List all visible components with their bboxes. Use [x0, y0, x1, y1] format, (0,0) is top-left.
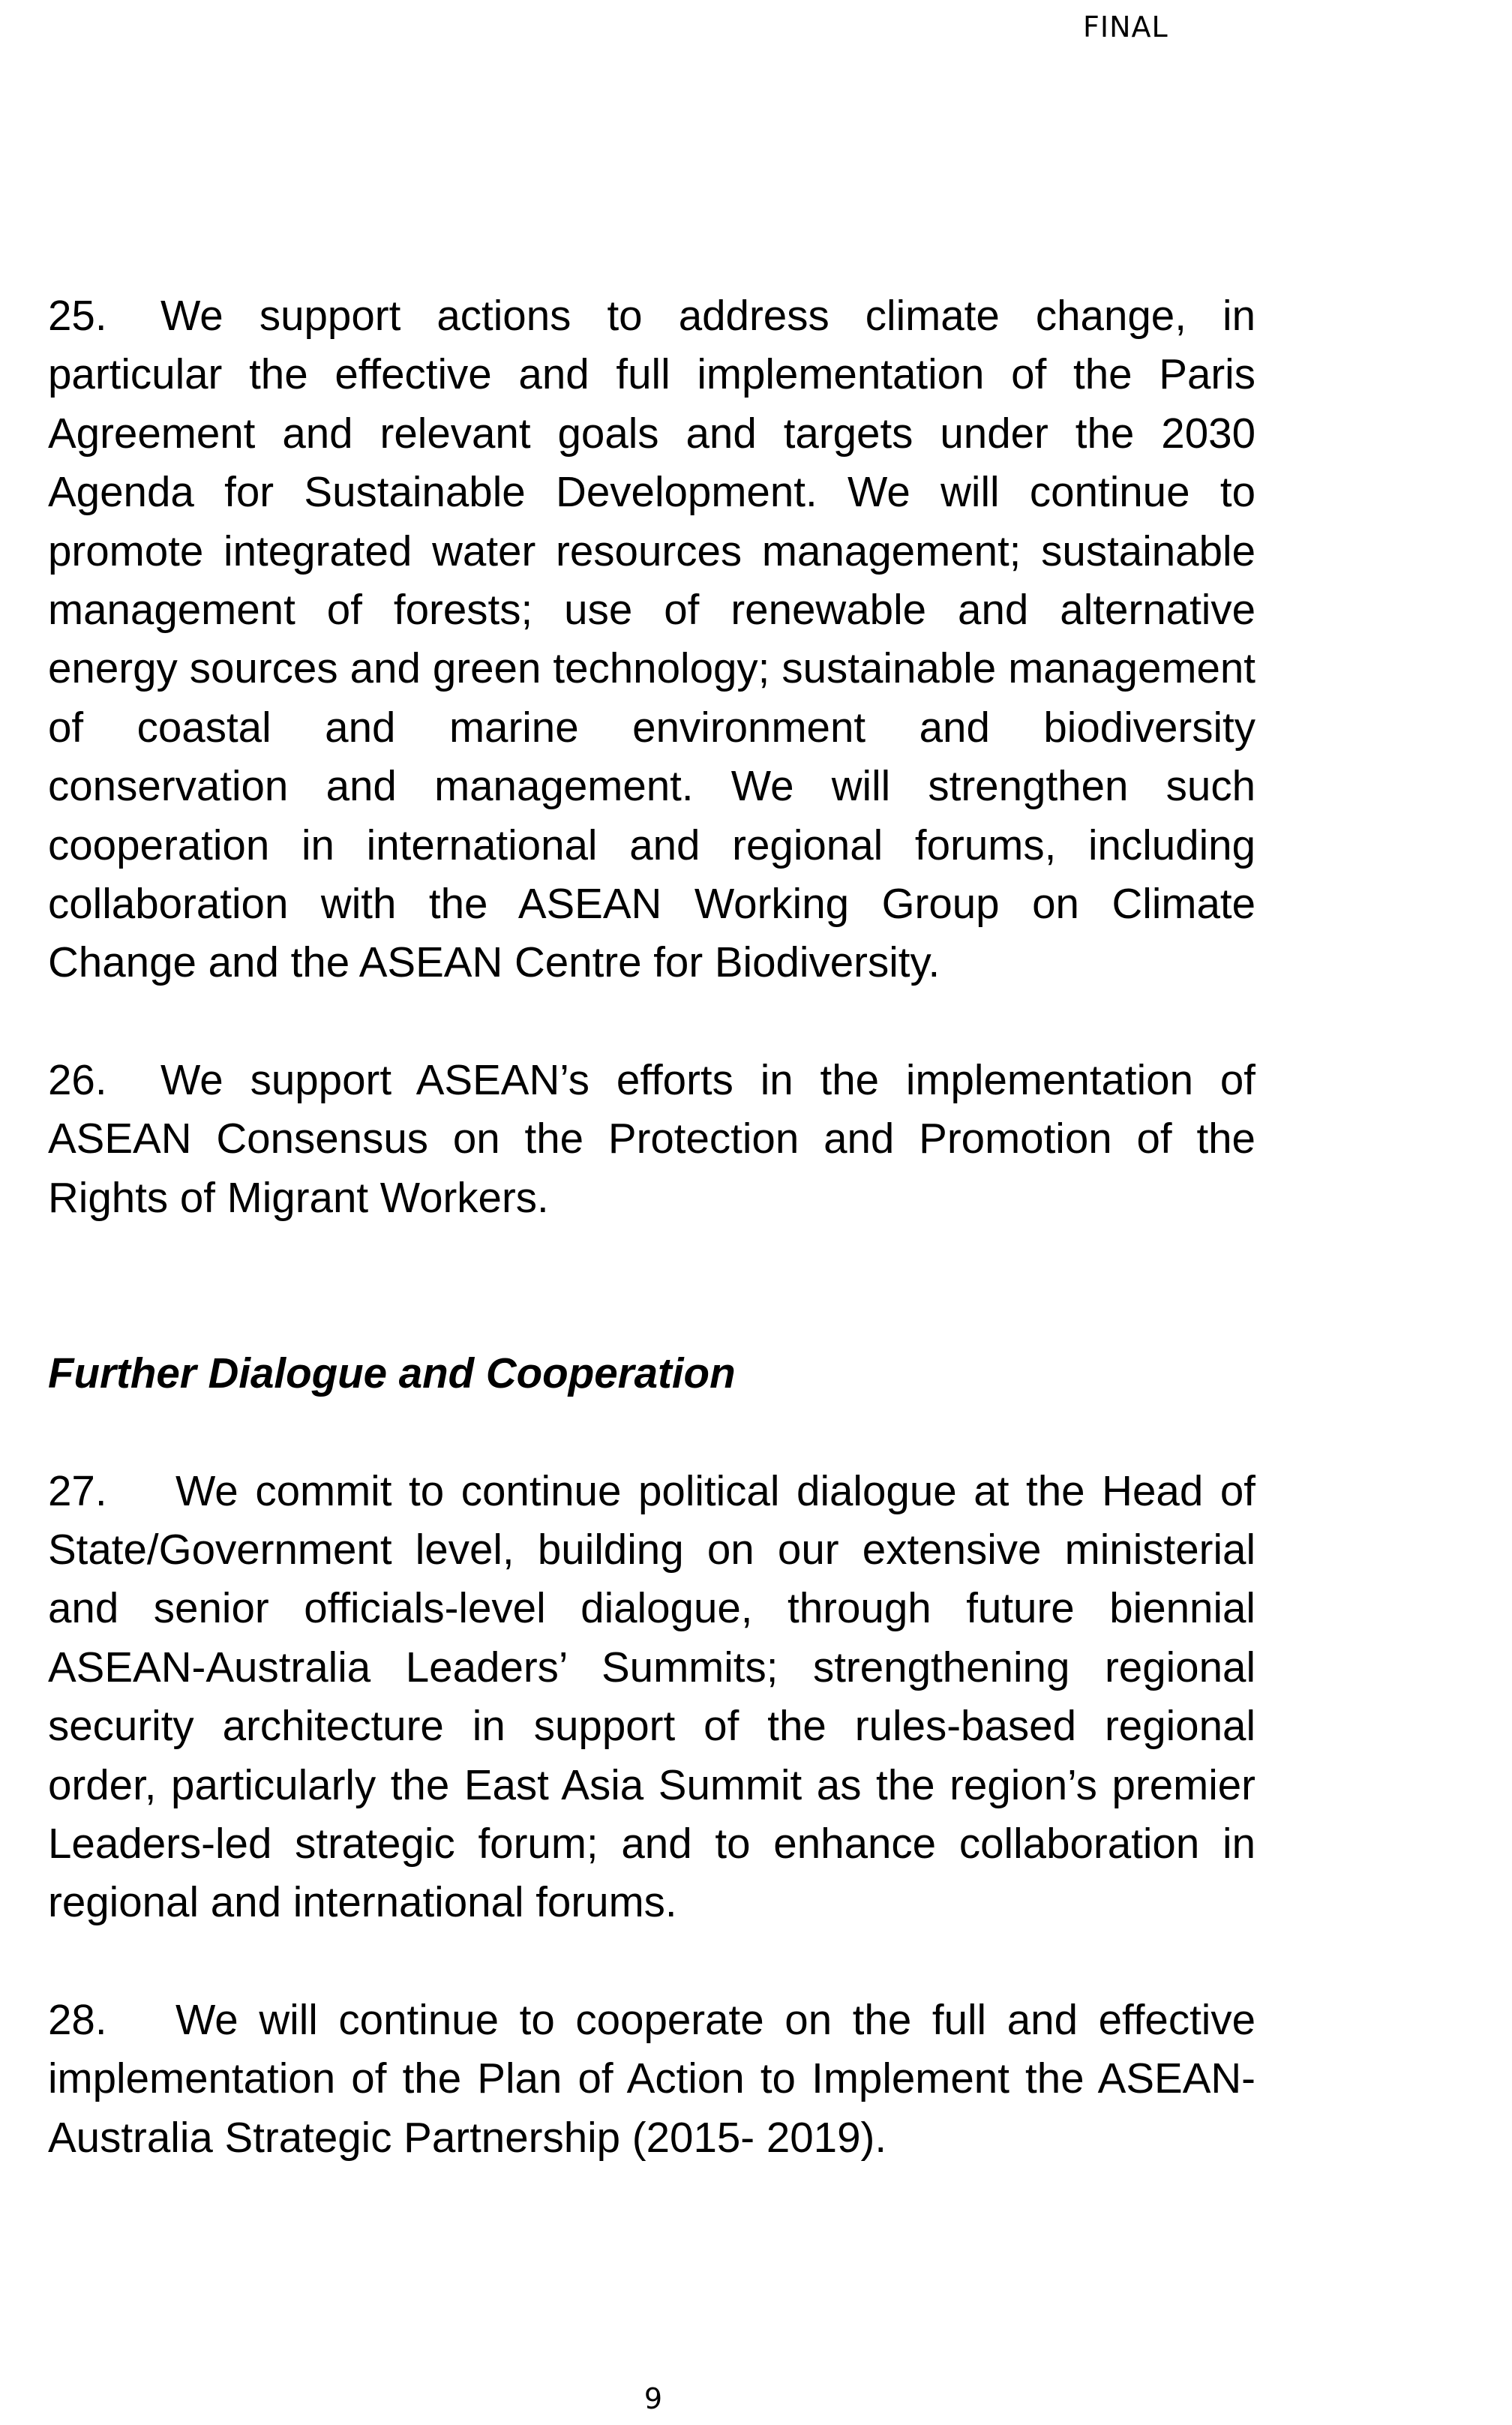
document-body — [48, 287, 1256, 2167]
paragraph-number: 27. — [48, 1466, 107, 1514]
paragraph-spacer — [48, 1932, 1256, 1991]
section-spacer — [48, 1403, 1256, 1462]
document-status-label: FINAL — [1083, 11, 1168, 44]
paragraph-spacer — [48, 992, 1256, 1051]
paragraph-27 — [48, 1462, 1256, 1932]
page-number: 9 — [644, 2382, 663, 2415]
paragraph-number: 26. — [48, 1055, 107, 1103]
paragraph-25 — [48, 287, 1256, 992]
paragraph-text: We will continue to cooperate on the full and effective implementation of the Plan of Action to Implement the ASEAN-Australia Strategic Partnership (2015- 2019). — [48, 1995, 1256, 2161]
paragraph-28 — [48, 1991, 1256, 2167]
section-heading: Further Dialogue and Cooperation — [48, 1349, 736, 1397]
paragraph-26 — [48, 1051, 1256, 1227]
section-spacer — [48, 1227, 1256, 1344]
paragraph-text: We support actions to address climate change, in particular the effective and full implementation of the Paris Agreement and relevant goals and targets under the 2030 Agenda for Sustainable Development. We will continue to promote integrated water resources management; sustainable management of forests; use of renewable and alternative energy sources and green technology; sustainable management of coastal and marine environment and biodiversity conservation and management. We will strengthen such cooperation in international and regional forums, including collaboration with the ASEAN Working Group on Climate Change and the ASEAN Centre for Biodiversity. — [48, 292, 1256, 986]
paragraph-text: We commit to continue political dialogue at the Head of State/Government level, building on our extensive ministerial and senior officials-level dialogue, through future biennial ASEAN-Australia Leaders’ Summits; strengthening regional security architecture in support of the rules-based regional order, particularly the East Asia Summit as the region’s premier Leaders-led strategic forum; and to enhance collaboration in regional and international forums. — [48, 1466, 1256, 1926]
paragraph-text: We support ASEAN’s efforts in the implementation of ASEAN Consensus on the Protection and Promotion of the Rights of Migrant Workers. — [48, 1055, 1256, 1221]
paragraph-number: 25. — [48, 292, 107, 339]
paragraph-number: 28. — [48, 1995, 107, 2043]
